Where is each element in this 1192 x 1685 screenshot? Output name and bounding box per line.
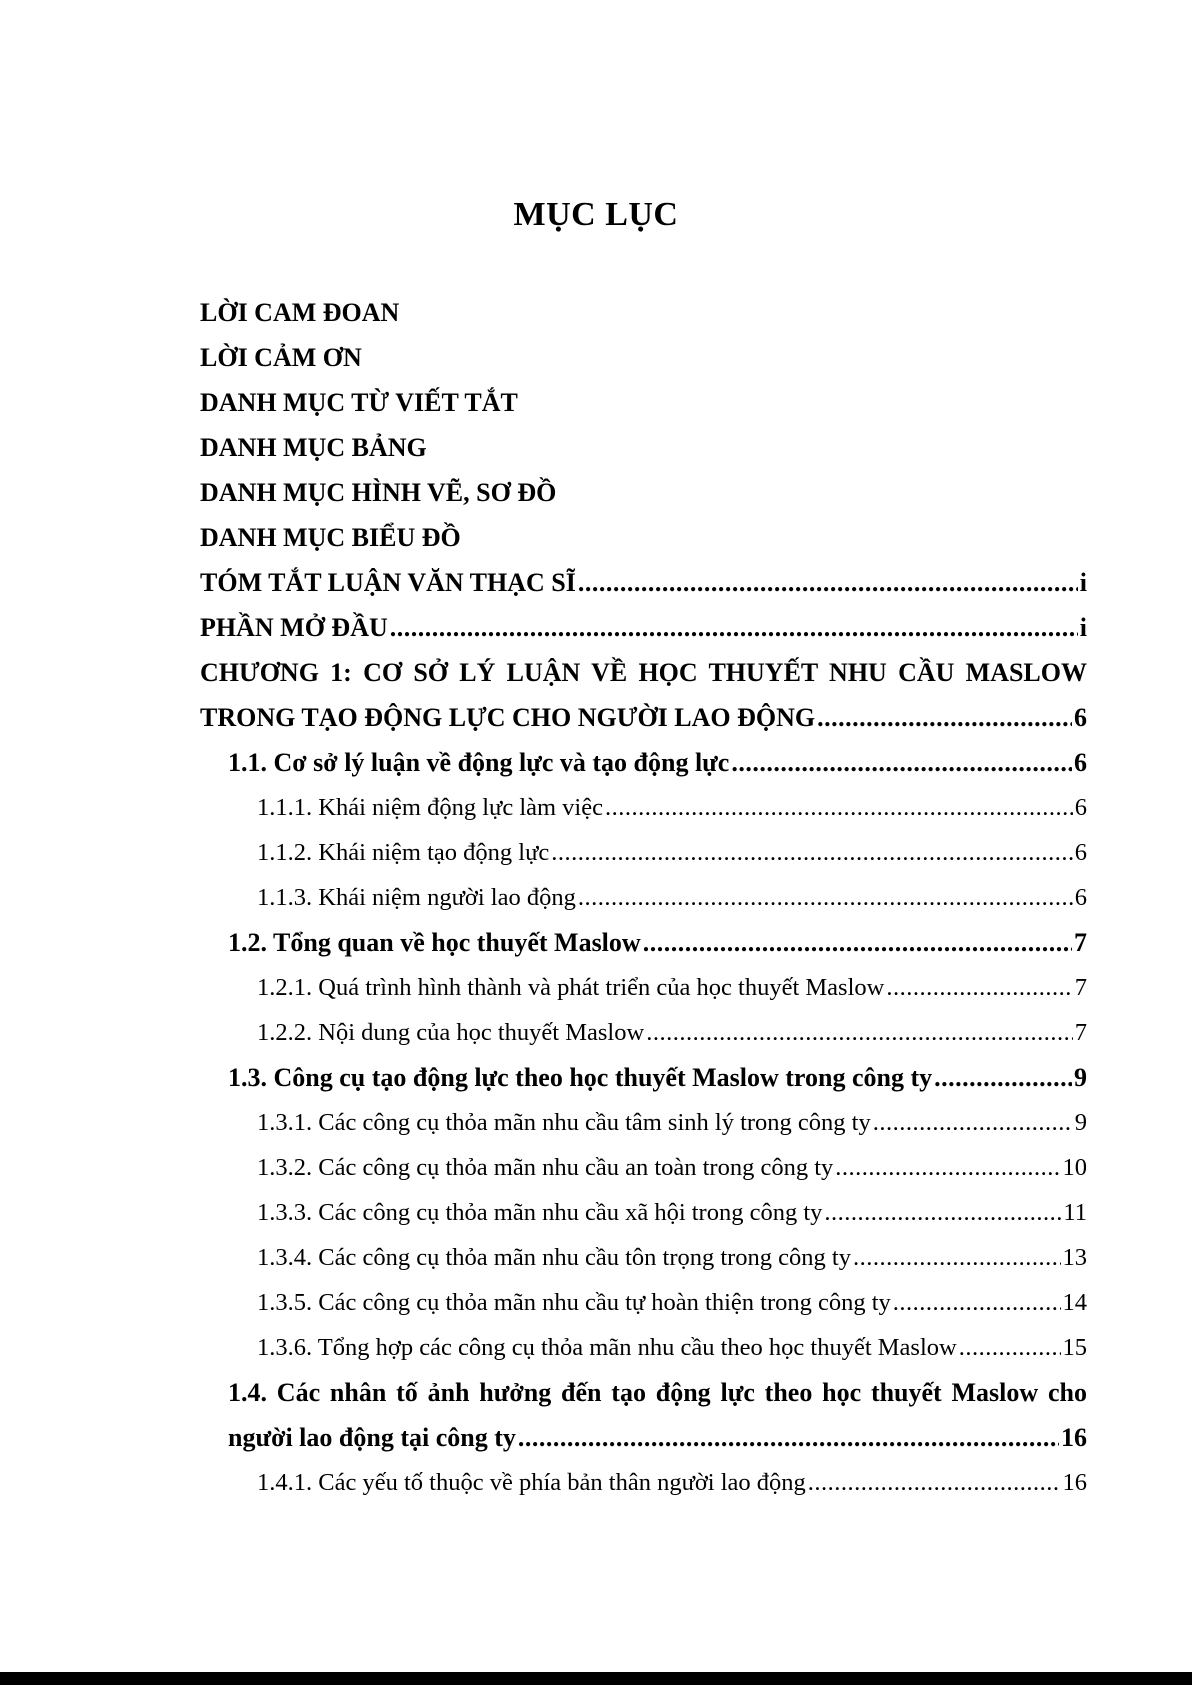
toc-entry[interactable]	[200, 1010, 1087, 1055]
toc-entry[interactable]	[200, 335, 1087, 380]
toc-entry[interactable]	[200, 425, 1087, 470]
toc-entry-label: 1.2.2. Nội dung của học thuyết Maslow	[257, 1019, 645, 1046]
toc-entry[interactable]	[200, 515, 1087, 560]
toc-entry[interactable]	[200, 1415, 1087, 1460]
toc-entry-label: LỜI CAM ĐOAN	[200, 298, 400, 327]
table-of-contents	[200, 290, 1087, 1505]
toc-entry[interactable]	[200, 785, 1087, 830]
dot-leader	[934, 1055, 1072, 1100]
toc-page-number: 7	[1074, 928, 1087, 957]
toc-entry-label: 1.3.4. Các công cụ thỏa mãn nhu cầu tôn trọng trong công ty	[257, 1244, 851, 1271]
toc-entry-label: 1.3.5. Các công cụ thỏa mãn nhu cầu tự hoàn thiện trong công ty	[257, 1289, 891, 1316]
toc-entry[interactable]	[200, 1370, 1087, 1415]
toc-entry[interactable]	[200, 920, 1087, 965]
dot-leader	[817, 695, 1072, 740]
toc-entry-label: 1.2.1. Quá trình hình thành và phát triển của học thuyết Maslow	[257, 974, 885, 1001]
dot-leader	[853, 1235, 1061, 1280]
dot-leader	[578, 560, 1078, 605]
dot-leader	[731, 740, 1072, 785]
toc-entry-label: 1.1. Cơ sở lý luận về động lực và tạo động lực	[228, 748, 730, 777]
toc-entry-label: người lao động tại công ty	[228, 1423, 516, 1452]
dot-leader	[835, 1145, 1060, 1190]
toc-entry-label: DANH MỤC HÌNH VẼ, SƠ ĐỒ	[200, 478, 557, 507]
toc-entry[interactable]	[200, 695, 1087, 740]
page-title: MỤC LỤC	[513, 196, 679, 233]
toc-entry[interactable]	[200, 1460, 1087, 1505]
toc-entry[interactable]	[200, 1280, 1087, 1325]
toc-page-number: 6	[1074, 839, 1087, 866]
toc-entry-label: DANH MỤC BẢNG	[200, 433, 427, 462]
toc-entry[interactable]	[200, 560, 1087, 605]
toc-page-number: 13	[1062, 1244, 1087, 1271]
toc-entry[interactable]	[200, 1055, 1087, 1100]
toc-page-number: 10	[1062, 1154, 1087, 1181]
toc-entry-label: 1.2. Tổng quan về học thuyết Maslow	[228, 928, 641, 957]
toc-entry-label: LỜI CẢM ƠN	[200, 343, 362, 372]
toc-page-number: 6	[1074, 794, 1087, 821]
toc-entry-label: 1.1.1. Khái niệm động lực làm việc	[257, 794, 603, 821]
toc-entry[interactable]	[200, 1325, 1087, 1370]
toc-entry-label: 1.3.1. Các công cụ thỏa mãn nhu cầu tâm sinh lý trong công ty	[257, 1109, 871, 1136]
toc-entry-label: 1.4.1. Các yếu tố thuộc về phía bản thân người lao động	[257, 1469, 806, 1496]
dot-leader	[646, 1010, 1073, 1055]
toc-entry[interactable]	[200, 875, 1087, 920]
dot-leader	[643, 920, 1072, 965]
toc-page-number: 9	[1074, 1063, 1087, 1092]
dot-leader	[959, 1325, 1061, 1370]
dot-leader	[893, 1280, 1061, 1325]
toc-entry[interactable]	[200, 470, 1087, 515]
toc-entry[interactable]	[200, 830, 1087, 875]
toc-entry[interactable]	[200, 1145, 1087, 1190]
toc-page-number: 14	[1062, 1289, 1087, 1316]
dot-leader	[390, 605, 1078, 650]
toc-entry-label: TRONG TẠO ĐỘNG LỰC CHO NGƯỜI LAO ĐỘNG	[200, 703, 816, 732]
toc-entry-label: TÓM TẮT LUẬN VĂN THẠC SĨ	[200, 568, 576, 597]
toc-page-number: 11	[1063, 1199, 1087, 1226]
toc-page-number: i	[1079, 613, 1087, 642]
toc-entry[interactable]	[200, 380, 1087, 425]
dot-leader	[886, 965, 1072, 1010]
dot-leader	[605, 785, 1073, 830]
toc-page-number: 16	[1062, 1469, 1087, 1496]
toc-entry-label: CHƯƠNG 1: CƠ SỞ LÝ LUẬN VỀ HỌC THUYẾT NHU CẦU MASLOW	[200, 658, 1087, 687]
toc-page-number: 7	[1074, 974, 1087, 1001]
toc-entry[interactable]	[200, 290, 1087, 335]
toc-entry[interactable]	[200, 1190, 1087, 1235]
toc-entry-label: DANH MỤC BIỂU ĐỒ	[200, 523, 461, 552]
dot-leader	[578, 875, 1073, 920]
toc-entry-label: 1.1.2. Khái niệm tạo động lực	[257, 839, 550, 866]
toc-entry-label: 1.4. Các nhân tố ảnh hưởng đến tạo động lực theo học thuyết Maslow cho	[228, 1378, 1087, 1407]
toc-page-number: 15	[1062, 1334, 1087, 1361]
toc-entry-label: 1.3.6. Tổng hợp các công cụ thỏa mãn nhu cầu theo học thuyết Maslow	[257, 1334, 957, 1361]
toc-entry[interactable]	[200, 740, 1087, 785]
dot-leader	[551, 830, 1072, 875]
toc-entry-label: 1.3.3. Các công cụ thỏa mãn nhu cầu xã hội trong công ty	[257, 1199, 823, 1226]
toc-entry[interactable]	[200, 650, 1087, 695]
toc-entry[interactable]	[200, 1100, 1087, 1145]
toc-entry[interactable]	[200, 965, 1087, 1010]
toc-entry-label: 1.3.2. Các công cụ thỏa mãn nhu cầu an toàn trong công ty	[257, 1154, 834, 1181]
dot-leader	[518, 1415, 1059, 1460]
toc-page-number: 16	[1061, 1423, 1087, 1452]
toc-entry-label: 1.1.3. Khái niệm người lao động	[257, 884, 576, 911]
toc-entry-label: PHẦN MỞ ĐẦU	[200, 613, 388, 642]
dot-leader	[873, 1100, 1073, 1145]
toc-entry-label: 1.3. Công cụ tạo động lực theo học thuyết Maslow trong công ty	[228, 1063, 933, 1092]
toc-entry[interactable]	[200, 1235, 1087, 1280]
toc-entry-label: DANH MỤC TỪ VIẾT TẮT	[200, 388, 518, 417]
toc-page-number: 7	[1074, 1019, 1087, 1046]
page-bottom-edge	[0, 1672, 1192, 1685]
toc-page-number: 6	[1074, 884, 1087, 911]
toc-page-number: 6	[1074, 748, 1087, 777]
toc-page-number: 6	[1074, 703, 1087, 732]
dot-leader	[824, 1190, 1061, 1235]
toc-entry[interactable]	[200, 605, 1087, 650]
toc-page-number: 9	[1074, 1109, 1087, 1136]
toc-page-number: i	[1079, 568, 1087, 597]
dot-leader	[808, 1460, 1061, 1505]
